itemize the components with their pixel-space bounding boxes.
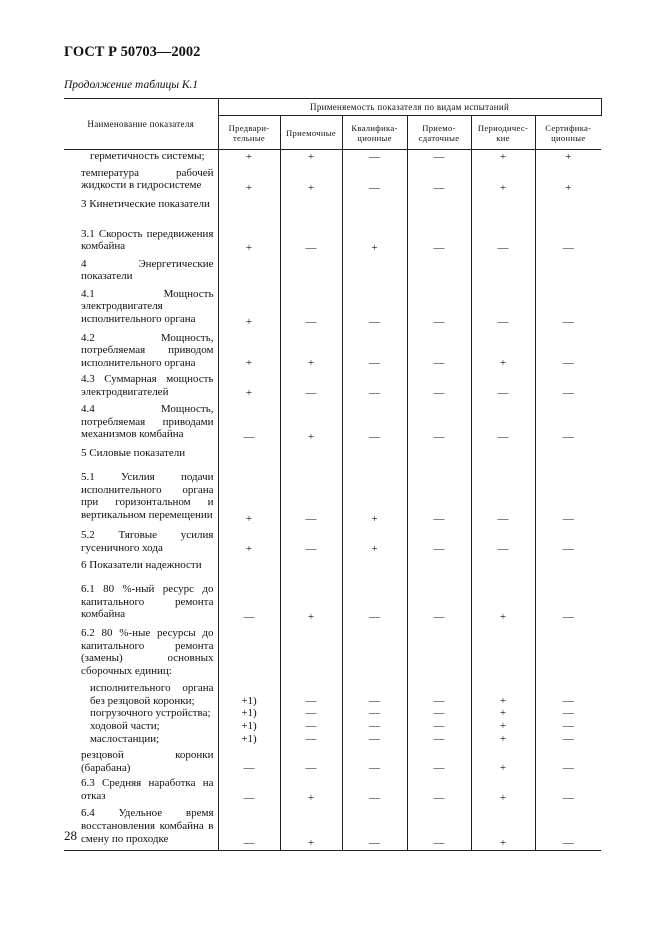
applicability-mark bbox=[535, 255, 601, 285]
applicability-mark: + bbox=[280, 164, 342, 195]
applicability-mark: + bbox=[280, 400, 342, 444]
table-continuation-caption: Продолжение таблицы К.1 bbox=[64, 79, 199, 91]
applicability-mark: — bbox=[407, 150, 471, 164]
table-row bbox=[64, 195, 601, 225]
applicability-mark bbox=[218, 255, 280, 285]
applicability-mark: — bbox=[562, 387, 574, 400]
indicator-name: 4.3 Суммарная мощность электродвигателей bbox=[64, 370, 218, 400]
applicability-mark bbox=[407, 624, 471, 682]
test-type-header: Приемо- сдаточные bbox=[407, 116, 471, 150]
applicability-mark: +1) bbox=[218, 733, 280, 746]
applicability-mark bbox=[407, 556, 471, 580]
applicability-mark bbox=[218, 624, 280, 682]
applicability-mark: — bbox=[562, 707, 574, 720]
applicability-mark bbox=[342, 624, 407, 682]
indicator-name: 4.4 Мощность, потребляемая приводами механизмов комбайна bbox=[64, 400, 218, 444]
indicator-name: 6.4 Удельное время восстановления комбайна в смену по проходке bbox=[64, 804, 218, 850]
applicability-mark: — bbox=[342, 164, 407, 195]
applicability-mark bbox=[471, 624, 535, 682]
applicability-mark bbox=[218, 444, 280, 468]
applicability-mark: + bbox=[565, 181, 572, 194]
applicability-mark: + bbox=[218, 468, 280, 526]
applicability-mark bbox=[342, 444, 407, 468]
test-type-header: Квалифика- ционные bbox=[342, 116, 407, 150]
applicability-mark: — bbox=[407, 682, 471, 708]
standard-title: ГОСТ Р 50703—2002 bbox=[64, 44, 201, 60]
applicability-mark: + bbox=[471, 682, 535, 708]
applicability-mark: — bbox=[342, 746, 407, 775]
table-row bbox=[64, 624, 601, 682]
applicability-mark bbox=[535, 195, 601, 225]
applicability-mark: + bbox=[471, 150, 535, 164]
applicability-mark: — bbox=[218, 400, 280, 444]
indicator-name: 6.2 80 %-ные ресурсы до капитального ремонта (замены) основных сборочных единиц: bbox=[64, 624, 218, 682]
table-row bbox=[64, 370, 601, 400]
applicability-mark: + bbox=[471, 720, 535, 733]
test-type-header: Предвари- тельные bbox=[218, 116, 280, 150]
applicability-mark: + bbox=[218, 370, 280, 400]
applicability-mark: + bbox=[218, 225, 280, 255]
applicability-mark: — bbox=[218, 746, 280, 775]
applicability-mark: — bbox=[342, 682, 407, 708]
test-types-group-header: Применяемость показателя по видам испытаний bbox=[218, 99, 601, 116]
applicability-mark bbox=[280, 556, 342, 580]
applicability-mark: — bbox=[471, 285, 535, 329]
applicability-mark: — bbox=[342, 580, 407, 624]
applicability-mark: — bbox=[218, 804, 280, 850]
applicability-mark: + bbox=[280, 150, 342, 164]
indicator-name: температура рабочей жидкости в гидросистеме bbox=[64, 164, 218, 195]
test-type-header: Сертифика- ционные bbox=[535, 116, 601, 150]
indicator-name: исполнительного органа без резцовой коронки; bbox=[64, 682, 218, 708]
applicability-mark: + bbox=[342, 225, 407, 255]
applicability-mark bbox=[471, 195, 535, 225]
indicator-name: маслостанции; bbox=[64, 733, 218, 746]
applicability-mark: + bbox=[471, 164, 535, 195]
applicability-mark bbox=[407, 255, 471, 285]
table-row bbox=[64, 526, 601, 556]
applicability-mark: — bbox=[280, 707, 342, 720]
applicability-mark: — bbox=[562, 733, 574, 746]
applicability-mark bbox=[280, 624, 342, 682]
applicability-mark: — bbox=[407, 370, 471, 400]
applicability-mark: — bbox=[407, 720, 471, 733]
test-type-header: Периодичес- кие bbox=[471, 116, 535, 150]
applicability-mark: + bbox=[218, 526, 280, 556]
table-row bbox=[64, 255, 601, 285]
applicability-mark: — bbox=[280, 285, 342, 329]
applicability-mark bbox=[342, 255, 407, 285]
page-number: 28 bbox=[64, 828, 77, 843]
table-row bbox=[64, 746, 601, 775]
applicability-mark: — bbox=[562, 513, 574, 526]
table-row bbox=[64, 804, 601, 850]
applicability-mark: — bbox=[535, 804, 601, 850]
applicability-mark: — bbox=[342, 285, 407, 329]
applicability-mark: + bbox=[218, 164, 280, 195]
applicability-mark bbox=[342, 556, 407, 580]
indicator-name: 5.1 Усилия подачи исполнительного органа при горизонтальном и вертикальном перемещении bbox=[64, 468, 218, 526]
applicability-mark: — bbox=[562, 543, 574, 556]
applicability-mark: — bbox=[471, 370, 535, 400]
applicability-mark bbox=[407, 195, 471, 225]
applicability-mark: — bbox=[407, 774, 471, 804]
applicability-mark bbox=[280, 195, 342, 225]
applicability-mark bbox=[407, 444, 471, 468]
table-row bbox=[64, 556, 601, 580]
applicability-mark: — bbox=[562, 611, 574, 624]
indicator-name: погрузочного устройства; bbox=[64, 707, 218, 720]
table-row bbox=[64, 707, 601, 720]
applicability-mark: — bbox=[407, 285, 471, 329]
applicability-mark: — bbox=[562, 694, 574, 707]
test-type-header: Приемочные bbox=[280, 116, 342, 150]
indicator-name: 4.2 Мощность, потребляемая приводом исполнительного органа bbox=[64, 329, 218, 370]
indicator-name: 6.1 80 %-ный ресурс до капитального ремонта комбайна bbox=[64, 580, 218, 624]
applicability-mark: — bbox=[471, 225, 535, 255]
applicability-mark: — bbox=[407, 329, 471, 370]
applicability-mark: — bbox=[562, 315, 574, 328]
applicability-mark: — bbox=[342, 400, 407, 444]
applicability-mark: — bbox=[407, 580, 471, 624]
applicability-mark: + bbox=[471, 733, 535, 746]
applicability-mark: + bbox=[280, 580, 342, 624]
indicator-name: резцовой коронки (барабана) bbox=[64, 746, 218, 775]
applicability-mark: — bbox=[471, 468, 535, 526]
applicability-mark bbox=[535, 444, 601, 468]
applicability-mark: — bbox=[342, 720, 407, 733]
applicability-mark: — bbox=[407, 746, 471, 775]
applicability-mark bbox=[342, 195, 407, 225]
applicability-mark: — bbox=[342, 329, 407, 370]
applicability-mark: + bbox=[471, 774, 535, 804]
table-row bbox=[64, 733, 601, 746]
applicability-mark: — bbox=[280, 733, 342, 746]
applicability-mark: + bbox=[471, 707, 535, 720]
applicability-mark: — bbox=[407, 164, 471, 195]
applicability-mark bbox=[218, 195, 280, 225]
applicability-mark: — bbox=[342, 733, 407, 746]
table-row bbox=[64, 225, 601, 255]
applicability-mark: — bbox=[280, 746, 342, 775]
table-row bbox=[64, 580, 601, 624]
applicability-mark: + bbox=[471, 329, 535, 370]
table-row bbox=[64, 468, 601, 526]
table-row bbox=[64, 164, 601, 195]
indicator-name: 4 Энергетические показатели bbox=[64, 255, 218, 285]
applicability-table bbox=[64, 98, 602, 851]
applicability-mark: — bbox=[280, 468, 342, 526]
applicability-mark: + bbox=[218, 285, 280, 329]
applicability-mark: — bbox=[407, 804, 471, 850]
applicability-mark: — bbox=[407, 225, 471, 255]
applicability-mark: +1) bbox=[218, 707, 280, 720]
applicability-mark bbox=[535, 624, 601, 682]
table-row bbox=[64, 720, 601, 733]
table-row bbox=[64, 150, 601, 164]
applicability-mark: — bbox=[342, 774, 407, 804]
applicability-mark: — bbox=[562, 357, 574, 370]
indicator-name: 5.2 Тяговые усилия гусеничного хода bbox=[64, 526, 218, 556]
applicability-mark: — bbox=[407, 468, 471, 526]
applicability-mark: — bbox=[562, 791, 574, 804]
applicability-mark: + bbox=[218, 329, 280, 370]
applicability-mark: — bbox=[218, 774, 280, 804]
table-row bbox=[64, 400, 601, 444]
indicator-name: 5 Силовые показатели bbox=[64, 444, 218, 468]
indicator-name: ходовой части; bbox=[64, 720, 218, 733]
applicability-mark: + bbox=[218, 150, 280, 164]
applicability-mark: — bbox=[562, 241, 574, 254]
applicability-mark: — bbox=[407, 733, 471, 746]
applicability-mark: — bbox=[342, 150, 407, 164]
indicator-name: 4.1 Мощность электродвигателя исполнительного органа bbox=[64, 285, 218, 329]
applicability-mark: +1) bbox=[218, 682, 280, 708]
applicability-mark bbox=[280, 444, 342, 468]
applicability-mark: — bbox=[342, 707, 407, 720]
applicability-mark: — bbox=[562, 720, 574, 733]
applicability-mark: + bbox=[342, 468, 407, 526]
applicability-mark: — bbox=[280, 225, 342, 255]
table-row bbox=[64, 682, 601, 708]
applicability-mark: + bbox=[280, 329, 342, 370]
applicability-mark: — bbox=[280, 370, 342, 400]
table-row bbox=[64, 444, 601, 468]
applicability-mark bbox=[280, 255, 342, 285]
applicability-mark: — bbox=[562, 761, 574, 774]
applicability-mark: — bbox=[280, 720, 342, 733]
indicator-name: 6.3 Средняя наработка на отказ bbox=[64, 774, 218, 804]
table-row bbox=[64, 774, 601, 804]
applicability-mark: + bbox=[471, 804, 535, 850]
applicability-mark: +1) bbox=[218, 720, 280, 733]
applicability-mark: — bbox=[280, 682, 342, 708]
applicability-mark: + bbox=[471, 580, 535, 624]
indicator-name: 3 Кинетические показатели bbox=[64, 195, 218, 225]
applicability-mark: — bbox=[280, 526, 342, 556]
applicability-mark: — bbox=[407, 400, 471, 444]
applicability-mark bbox=[471, 556, 535, 580]
table-row bbox=[64, 285, 601, 329]
indicator-name: 6 Показатели надежности bbox=[64, 556, 218, 580]
applicability-mark: + bbox=[280, 774, 342, 804]
applicability-mark: — bbox=[562, 431, 574, 444]
applicability-mark: — bbox=[342, 370, 407, 400]
applicability-mark: + bbox=[565, 150, 572, 163]
indicator-name: 3.1 Скорость передвижения комбайна bbox=[64, 225, 218, 255]
applicability-mark bbox=[471, 444, 535, 468]
applicability-mark bbox=[218, 556, 280, 580]
indicator-name-header: Наименование показателя bbox=[64, 99, 218, 150]
applicability-mark: — bbox=[471, 400, 535, 444]
applicability-mark: + bbox=[280, 804, 342, 850]
applicability-mark: + bbox=[342, 526, 407, 556]
table-row bbox=[64, 329, 601, 370]
applicability-mark: + bbox=[471, 746, 535, 775]
applicability-mark bbox=[535, 556, 601, 580]
applicability-mark bbox=[471, 255, 535, 285]
applicability-mark: — bbox=[471, 526, 535, 556]
applicability-mark: — bbox=[342, 804, 407, 850]
applicability-mark: — bbox=[407, 526, 471, 556]
applicability-mark: — bbox=[407, 707, 471, 720]
indicator-name: герметичность системы; bbox=[64, 150, 218, 164]
applicability-mark: — bbox=[218, 580, 280, 624]
